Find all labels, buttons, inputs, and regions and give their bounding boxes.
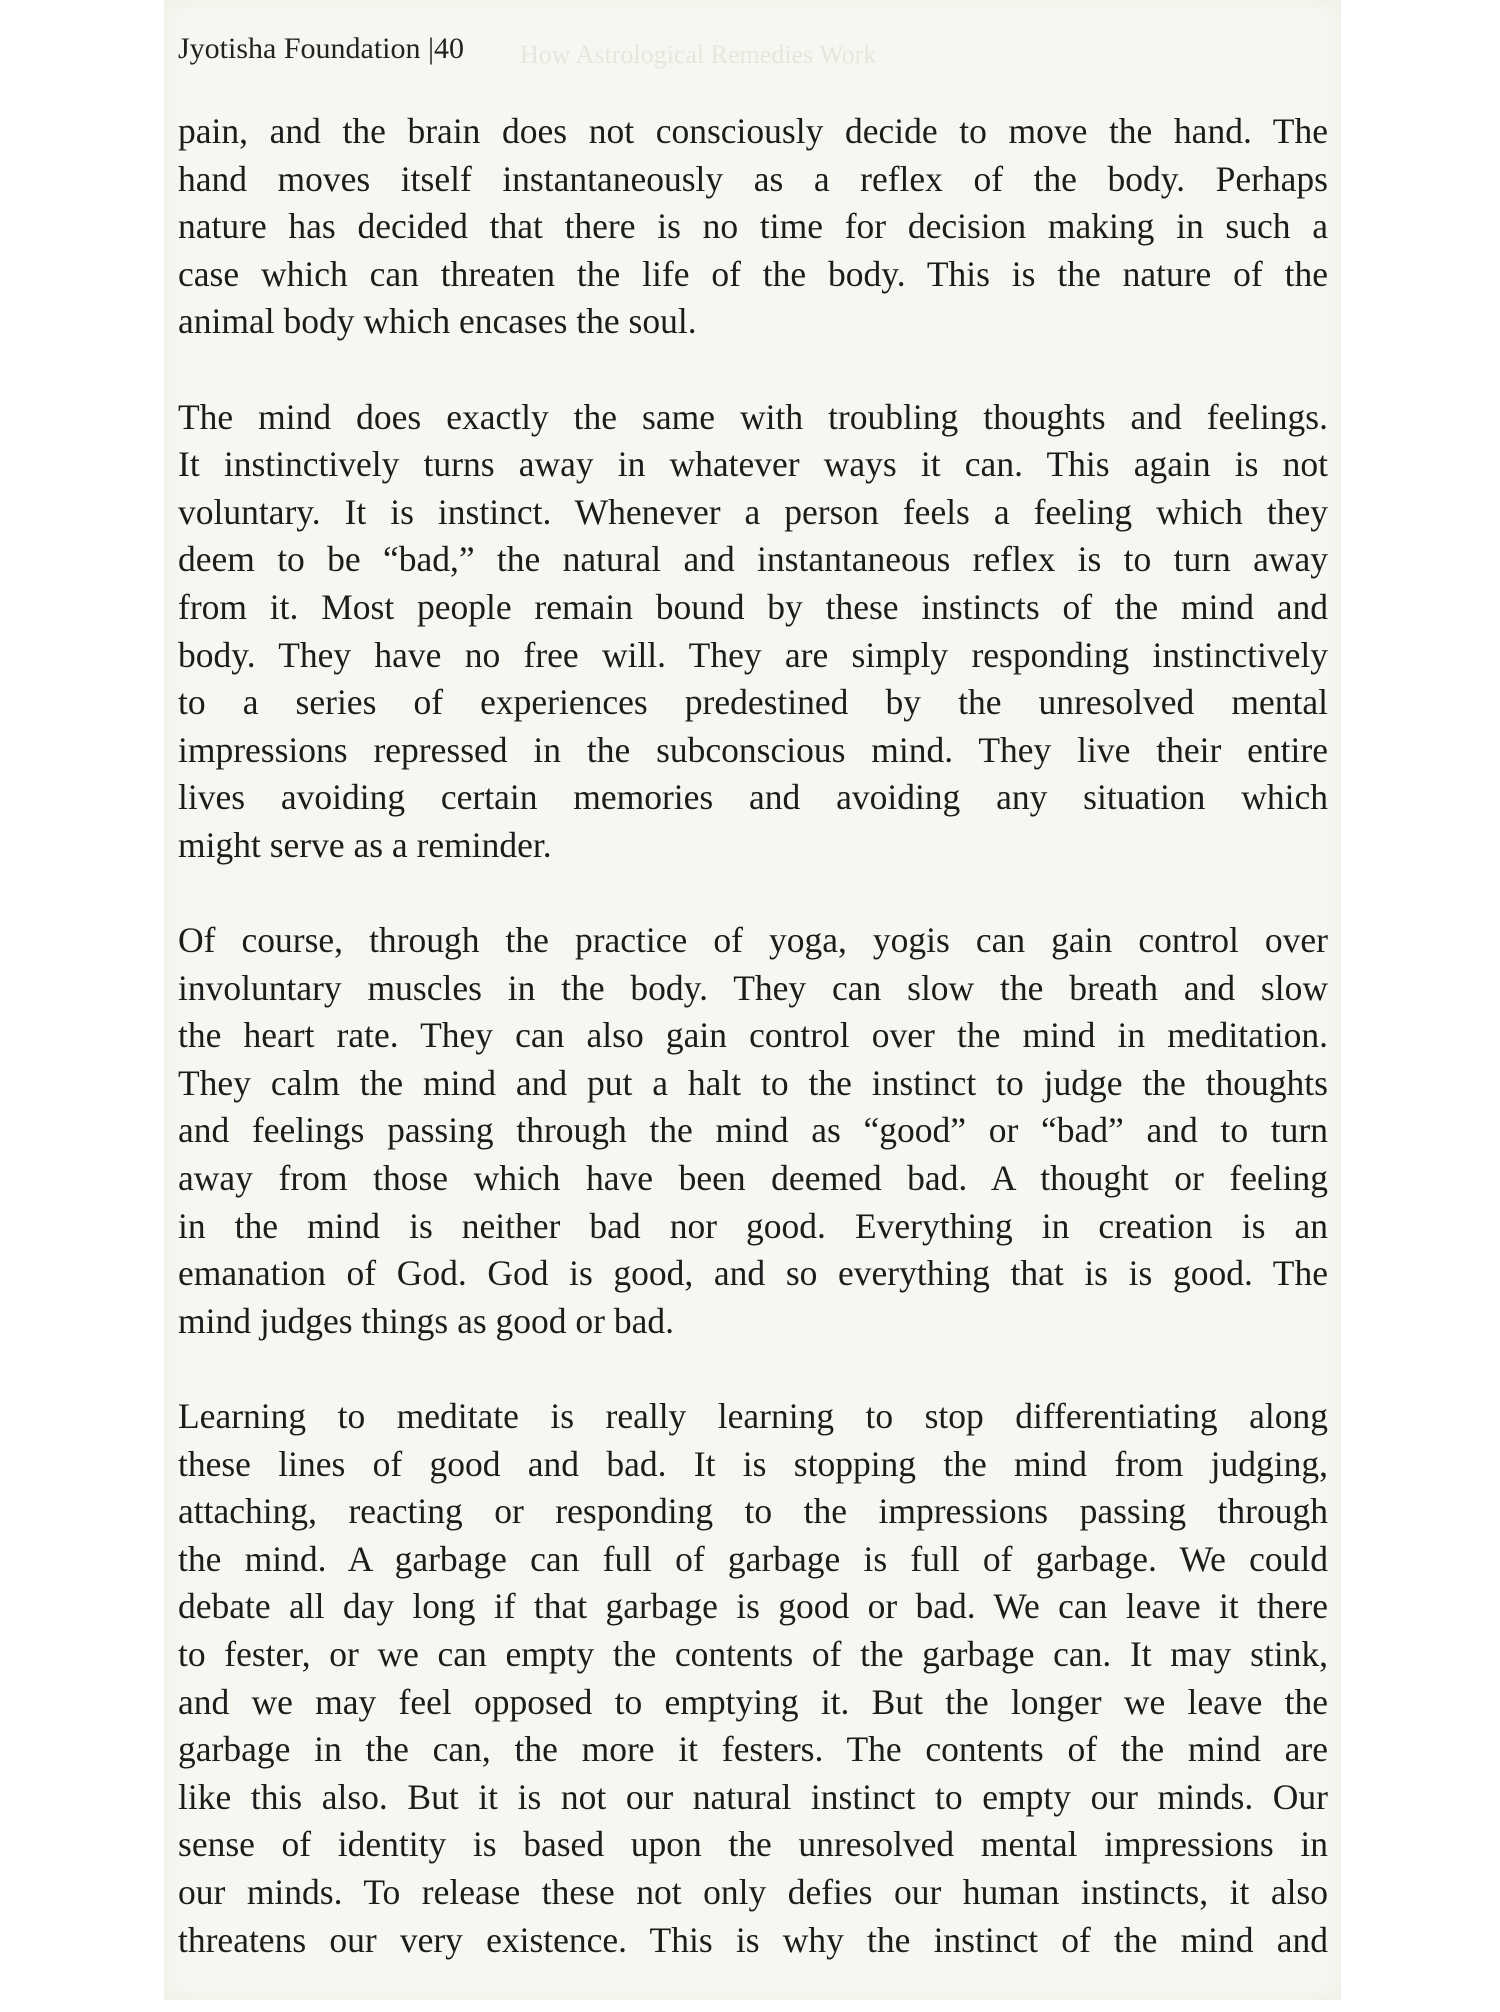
- text-line: might serve as a reminder.: [178, 824, 552, 865]
- text-line: lives avoiding certain memories and avoiding any situation which: [178, 777, 1328, 818]
- text-line: Of course, through the practice of yoga, yogis can gain control over: [178, 920, 1328, 961]
- text-line: debate all day long if that garbage is good or bad. We can leave it there: [178, 1586, 1328, 1627]
- text-line: impressions repressed in the subconscious mind. They live their entire: [178, 729, 1328, 770]
- text-line: to fester, or we can empty the contents of the garbage can. It may stink,: [178, 1634, 1328, 1674]
- body-text: [178, 108, 1328, 2012]
- text-line: nature has decided that there is no time for decision making in such a: [178, 206, 1328, 247]
- text-line: pain, and the brain does not consciously decide to move the hand. The: [178, 111, 1328, 151]
- text-line: the heart rate. They can also gain control over the mind in meditation.: [178, 1015, 1328, 1056]
- paragraph: [178, 1393, 1328, 1964]
- book-title: Jyotisha Foundation: [178, 32, 421, 65]
- paragraph: [178, 108, 1328, 346]
- text-line: attaching, reacting or responding to the impressions passing through: [178, 1491, 1328, 1532]
- running-header: [178, 32, 464, 66]
- paragraph: [178, 917, 1328, 1345]
- text-line: body. They have no free will. They are simply responding instinctively: [178, 634, 1328, 675]
- text-line: emanation of God. God is good, and so everything that is is good. The: [178, 1253, 1328, 1294]
- text-line: our minds. To release these not only defies our human instincts, it also: [178, 1871, 1328, 1912]
- text-line: It instinctively turns away in whatever ways it can. This again is not: [178, 444, 1328, 485]
- text-line: sense of identity is based upon the unresolved mental impressions in: [178, 1824, 1328, 1865]
- text-line: in the mind is neither bad nor good. Everything in creation is an: [178, 1205, 1328, 1246]
- page-number: 40: [434, 32, 465, 65]
- text-line: case which can threaten the life of the body. This is the nature of the: [178, 253, 1328, 294]
- text-line: The mind does exactly the same with troubling thoughts and feelings.: [178, 396, 1328, 437]
- text-line: and we may feel opposed to emptying it. But the longer we leave the: [178, 1681, 1328, 1722]
- text-line: from it. Most people remain bound by these instincts of the mind and: [178, 586, 1328, 627]
- text-line: like this also. But it is not our natural instinct to empty our minds. Our: [178, 1776, 1328, 1817]
- bleed-through-text: How Astrological Remedies Work: [520, 40, 877, 69]
- text-line: and feelings passing through the mind as “good” or “bad” and to turn: [178, 1110, 1328, 1151]
- text-line: garbage in the can, the more it festers. The contents of the mind are: [178, 1729, 1328, 1770]
- text-line: threatens our very existence. This is why the instinct of the mind and: [178, 1919, 1328, 1960]
- paragraph: [178, 394, 1328, 870]
- text-line: these lines of good and bad. It is stopping the mind from judging,: [178, 1443, 1328, 1484]
- text-line: to a series of experiences predestined by the unresolved mental: [178, 682, 1328, 723]
- text-line: hand moves itself instantaneously as a reflex of the body. Perhaps: [178, 158, 1328, 199]
- text-line: Learning to meditate is really learning to stop differentiating along: [178, 1396, 1328, 1437]
- text-line: involuntary muscles in the body. They can slow the breath and slow: [178, 967, 1328, 1008]
- text-line: deem to be “bad,” the natural and instantaneous reflex is to turn away: [178, 539, 1328, 580]
- text-line: away from those which have been deemed bad. A thought or feeling: [178, 1158, 1328, 1199]
- header-separator: |: [428, 32, 435, 65]
- text-line: They calm the mind and put a halt to the instinct to judge the thoughts: [178, 1062, 1328, 1103]
- text-line: mind judges things as good or bad.: [178, 1300, 674, 1341]
- text-line: the mind. A garbage can full of garbage is full of garbage. We could: [178, 1538, 1328, 1579]
- text-line: voluntary. It is instinct. Whenever a person feels a feeling which they: [178, 491, 1328, 532]
- text-line: animal body which encases the soul.: [178, 301, 697, 342]
